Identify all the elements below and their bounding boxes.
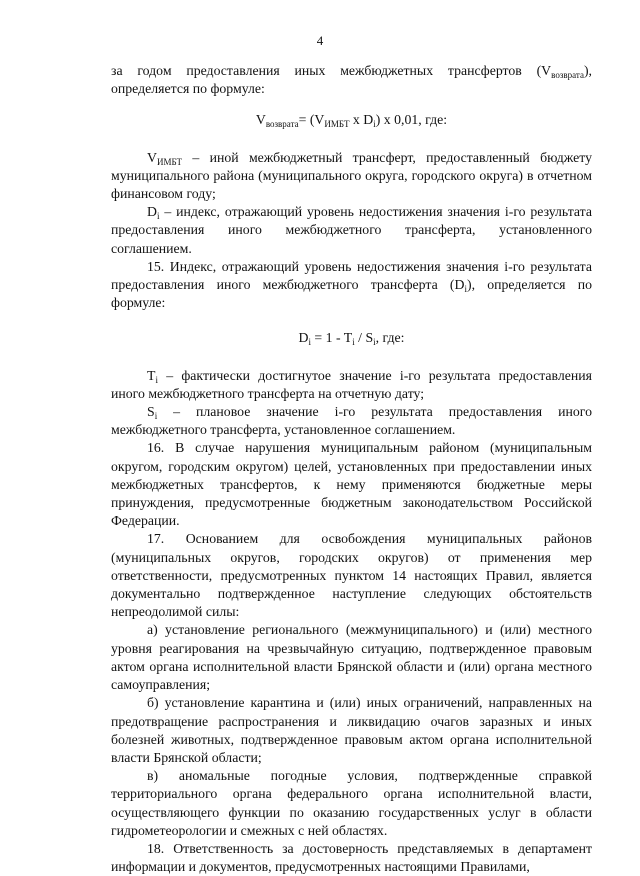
list-item-a: а) установление регионального (межмуниципального) и (или) местного уровня реагирования на чрезвычайную ситуацию, подтвержденное правовым актом органа исполнительной власти Брянской области и (или) органа местного самоуправления; [111, 622, 592, 693]
list-item-b: б) установление карантина и (или) иных ограничений, направленных на предотвращение распространения и ликвидацию очагов заразных и иных болезней животных, подтвержденное правовым актом органа исполнительной власти Брянской области; [111, 695, 592, 765]
list-item-v: в) аномальные погодные условия, подтвержденные справкой территориального органа федерального органа исполнительной власти, осуществляющего функции по оказанию государственных услуг в области гидрометеорологии и смежных с ней областях. [111, 768, 592, 838]
paragraph-18: 18. Ответственность за достоверность представляемых в департамент информации и документов, предусмотренных настоящими Правилами, [111, 840, 592, 875]
paragraph-15: 15. Индекс, отражающий уровень недостижения значения i-го результата предоставления иного межбюджетного трансферта $(D_i)$, определяется по формуле: [111, 258, 592, 311]
definition-di: $D_i$ – индекс, отражающий уровень недостижения значения i-го результата предоставления иного межбюджетного трансферта, установленного соглашением. [111, 204, 592, 256]
paragraph-17: 17. Основанием для освобождения муниципальных районов (муниципальных округов, городских округов) от применения мер ответственности, предусмотренных пунктом 14 настоящих Правил, является документально подтвержденное наступление следующих обстоятельств непреодолимой силы: [111, 531, 592, 620]
definition-ti: $T_i$ – фактически достигнутое значение i-го результата предоставления иного межбюджетного трансферта на отчетную дату; [111, 367, 592, 401]
formula-v-return: $V_{возврата}= (V_{ИМБТ}$ x $D_i$) x 0,01, где: [255, 112, 448, 130]
intro-paragraph: за годом предоставления иных межбюджетных трансфертов $(V_{возврата})$, определяется по формуле: [111, 63, 592, 97]
formula-di: $D_i = 1 - T_i / S_i$, где: [298, 330, 405, 348]
paragraph-16: 16. В случае нарушения муниципальным районом (муниципальным округом, городским округом) целей, установленных при предоставлении иных межбюджетных трансфертов, к нему применяются бюджетные меры принуждения, предусмотренные бюджетным законодательством Российской Федерации. [111, 440, 592, 529]
definition-si: $S_i$ – плановое значение i-го результата предоставления иного межбюджетного трансферта, установленное соглашением. [111, 404, 592, 438]
document-body [111, 62, 592, 876]
page-number: 4 [316, 33, 324, 48]
definition-v-imbt: $V_{ИМБТ}$ – иной межбюджетный трансферт, предоставленный бюджету муниципального района (муниципального округа, городского округа) в отчетном финансовом году; [111, 149, 592, 202]
